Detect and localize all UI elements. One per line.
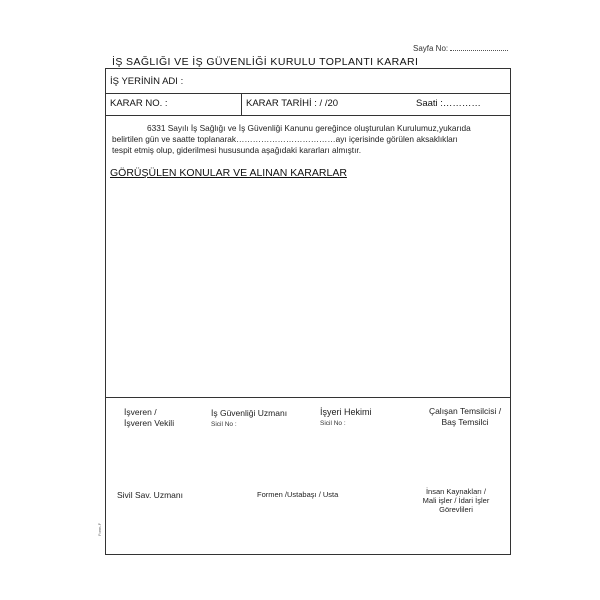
side-code: Form-F: [97, 522, 102, 536]
decision-date-label: KARAR TARİHİ : / /20: [246, 98, 339, 109]
intro-line-2: belirtilen gün ve saatte toplanarak………………………………ayı içerisinde görülen aksaklıkları: [112, 134, 458, 144]
row-divider-3: [105, 397, 511, 398]
hr-line-1: İnsan Kaynakları /: [425, 487, 487, 496]
row-divider-2: [105, 115, 511, 116]
safety-expert-signature: [211, 408, 287, 428]
decision-no-label: KARAR NO. :: [110, 98, 168, 109]
time-label: Saati :…………: [416, 98, 481, 109]
column-divider: [241, 93, 242, 115]
hr-line-3: Görevlileri: [439, 505, 473, 514]
employee-rep-line-2: Baş Temsilci: [441, 416, 489, 427]
employer-line-2: İşveren Vekili: [124, 417, 175, 428]
employer-signature: [124, 407, 174, 428]
form-title: İŞ SAĞLIĞI VE İŞ GÜVENLİĞİ KURULU TOPLANTI KARARI: [112, 56, 419, 68]
hr-line-2: Mali işler / İdari İşler: [422, 496, 490, 505]
doctor-title: İşyeri Hekimi: [320, 407, 372, 417]
civil-defense-signature: Sivil Sav. Uzmanı: [117, 490, 183, 500]
doctor-signature: [320, 407, 372, 427]
page-number-dots: [450, 42, 508, 51]
page-number: [413, 42, 508, 53]
employee-rep-signature: [418, 406, 512, 427]
row-divider-1: [105, 93, 511, 94]
employee-rep-line-1: Çalışan Temsilcisi /: [428, 406, 502, 416]
foreman-signature: Formen /Ustabaşı / Usta: [257, 490, 339, 499]
safety-expert-title: İş Güvenliği Uzmanı: [211, 408, 288, 418]
safety-expert-reg: Sicil No :: [211, 420, 237, 428]
doctor-reg: Sicil No :: [320, 419, 346, 427]
workplace-name-label: İŞ YERİNİN ADI :: [110, 76, 184, 87]
intro-line-1: 6331 Sayılı İş Sağlığı ve İş Güvenliği Kanunu gereğince oluşturulan Kurulumuz,yukarıda: [147, 123, 471, 133]
intro-line-3: tespit etmiş olup, giderilmesi hususunda aşağıdaki kararları almıştır.: [112, 145, 362, 155]
employer-line-1: İşveren /: [124, 407, 157, 417]
hr-signature: [409, 487, 503, 514]
section-heading: GÖRÜŞÜLEN KONULAR VE ALINAN KARARLAR: [110, 167, 347, 179]
page-number-label: Sayfa No:: [413, 44, 449, 53]
